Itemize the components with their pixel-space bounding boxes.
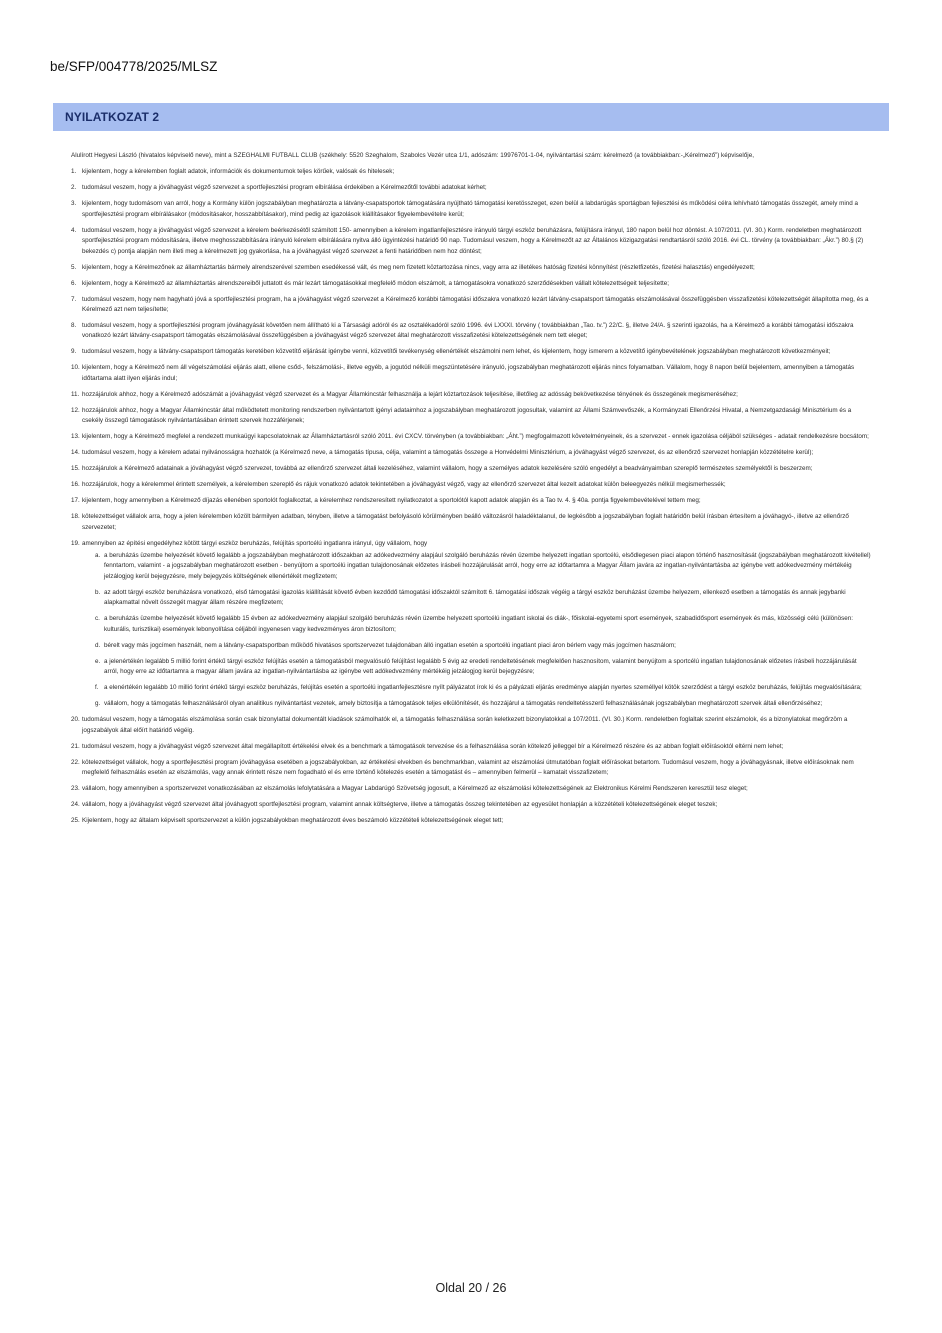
section-title: NYILATKOZAT 2: [65, 110, 160, 124]
sub-list-item: [82, 699, 871, 709]
list-item: [71, 715, 871, 736]
item-text: tudomásul veszem, hogy nem hagyható jóvá a sportfejlesztési program, ha a jóváhagyást végző szervezet a Kérelmező korábbi támogatási időszakra vonatkozó lezárt látvány-csapatsport támogatás elszámolásával összefüggésben visszafizetési kötelezettségét állapította meg, és a Kérelmező azt nem teljesítette;: [82, 295, 869, 314]
sub-item-text: a beruházás üzembe helyezését követő legalább 15 évben az adókedvezmény alapjául szolgáló beruházás révén üzembe helyezett sportcélú ingatlant iskolai és diák-, főiskolai-egyetemi sport események, szabadidősport események és más, közösségi célú (különösen: kulturális, turisztikai) események lebonyolítása céljából ingyenesen vagy kedvezményes áron biztosítom;: [104, 615, 854, 633]
item-number: 8.: [71, 322, 77, 330]
item-text: hozzájárulok a Kérelmező adatainak a jóváhagyást végző szervezet, továbbá az ellenőrző szervezet általi kezeléséhez, valamint vállalom, hogy a személyes adatok kezelésére szóló engedélyt a beadványaimban szereplő természetes személyektől is beszerzem;: [82, 465, 813, 473]
item-text: kötelezettséget vállalok arra, hogy a jelen kérelemben közölt bármilyen adatban, tényben, illetve a támogatást befolyásoló körülményben beálló változásról haladéktalanul, de legkésőbb a jogszabályban foglalt határidőn belül írásban értesítem a jóváhagyó-, illetve az ellenőrző szervezetet;: [82, 513, 849, 531]
item-text: kijelentem, hogy tudomásom van arról, hogy a Kormány külön jogszabályban meghatározta a látvány-csapatsportok támogatására nyújtható támogatási keretösszeget, ezen belül a labdarúgás sportágban fejlesztési és működési célra lehívható támogatás összegét, amely mind a sportfejlesztési program elbírálásakor (módosításakor, hosszabbításakor), mind pedig az igazolások kiállításakor figyelembevételre kerül;: [82, 200, 859, 218]
item-number: 20.: [71, 716, 80, 724]
sub-list-item: [82, 551, 871, 582]
item-number: 17.: [71, 497, 80, 505]
list-item: [71, 390, 871, 400]
item-text: kijelentem, hogy a kérelemben foglalt adatok, információk és dokumentumok teljes körűek, valósak és hitelesek;: [82, 168, 395, 176]
sub-item-letter: g.: [95, 700, 101, 708]
item-text: tudomásul veszem, hogy a jóváhagyást végző szervezet a sportfejlesztési program elbírálása érdekében a Kérelmezőtől további adatokat kérhet;: [82, 184, 487, 192]
item-text: tudomásul veszem, hogy a jóváhagyást végző szervezet által megállapított értékelési elvek és a benchmark a támogatások tervezése és a felhasználása során kötelező jelleggel bír a Kérelmező részére és az abban foglalt előírásoktól eltérni nem lehet;: [82, 742, 784, 750]
item-text: tudomásul veszem, hogy a kérelem adatai nyilvánosságra hozhatók (a Kérelmező neve, a támogatás típusa, célja, valamint a támogatás összege a Honvédelmi Minisztérium, a jóváhagyást végző szervezet, és az ellenőrző szervezet honlapján közzétételre kerül);: [82, 449, 814, 457]
sub-item-letter: f.: [95, 684, 99, 692]
item-number: 15.: [71, 465, 80, 473]
item-text: hozzájárulok ahhoz, hogy a Kérelmező adószámát a jóváhagyást végző szervezet és a Magyar Államkincstár felhasználja a lejárt köztartozások teljesítése, illetőleg az adósság bekövetkezése tényének és összegének megismeréséhez;: [82, 390, 738, 398]
list-item: [71, 167, 871, 177]
list-item: [71, 480, 871, 490]
list-item: [71, 784, 871, 794]
item-number: 16.: [71, 481, 80, 489]
sub-item-letter: b.: [95, 588, 101, 596]
item-number: 11.: [71, 390, 80, 398]
item-number: 21.: [71, 742, 80, 750]
document-id: be/SFP/004778/2025/MLSZ: [50, 59, 218, 74]
list-item: [71, 432, 871, 442]
list-item: [71, 321, 871, 342]
sub-item-letter: a.: [95, 552, 101, 560]
item-text: vállalom, hogy amennyiben a sportszervezet vonatkozásában az elszámolás lefolytatására a Magyar Labdarúgó Szövetség jogosult, a Kérelmező az elszámolási kötelezettségének az Elektronikus Kérelmi Rendszeren keresztül tesz eleget;: [82, 784, 748, 792]
sub-item-text: a elenértékén legalább 10 millió forint értékű tárgyi eszköz beruházás, felújítás esetén a sportcélú ingatlanfejlesztésre nyílt pályázatot írok ki és a pályázati eljárás eredménye alapján nyertes személlyel kötök szerződést a tárgyi eszköz beruházás, felújítás megvalósítására;: [104, 684, 862, 692]
list-item: [71, 496, 871, 506]
item-text: tudomásul veszem, hogy a sportfejlesztési program jóváhagyását követően nem állítható ki a Társasági adóról és az osztalékadóról szóló 1996. évi LXXXI. törvény ( továbbiakban „Tao. tv.”) 22/C. §, illetve 24/A. § szerinti igazolás, ha a Kérelmező a korábbi támogatási időszakra vonatkozó lezárt látvány-csapatsport támogatás elszámolásával összefüggésben a jóváhagyást végző szervezet által meghatározott visszafizetési kötelezettségének nem tett eleget;: [82, 322, 854, 340]
page-number: Oldal 20 / 26: [435, 1281, 507, 1295]
list-item: [71, 347, 871, 357]
item-number: 3.: [71, 200, 77, 208]
item-text: tudomásul veszem, hogy a támogatás elszámolása során csak bizonylattal dokumentált kiadások számolhatók el, a támogatás felhasználása során keletkezett bizonylatokkal a 107/2011. (VI. 30.) Korm. rendeletben foglaltak szerint elszámolok, és a bizonylatokat megőrzöm a jogszabályok által előírt határidő végéig.: [82, 716, 848, 734]
list-item: [71, 279, 871, 289]
sub-item-text: a jelenértékén legalább 5 millió forint értékű tárgyi eszköz felújítás esetén a támogatásból megvalósuló felújítást legalább 5 évig az eredeti rendeltetésének megfelelően hasznosítom, valamint benyújtom a sportcélú ingatlan tulajdonosának előzetes írásbeli hozzájárulását arról, hogy erre az időtartamra a magyar állam javára az ingatlan-nyilvántartásba az igénybe vett adókedvezmény mértékéig jelzálogjog kerül bejegyzésre;: [104, 657, 857, 676]
list-item: [71, 226, 871, 257]
intro-paragraph: Alulírott Hegyesi László (hivatalos képviselő neve), mint a SZEGHALMI FUTBALL CLUB (székhely: 5520 Szeghalom, Szabolcs Vezér utca 1/1, adószám: 19976701-1-04, nyilvántartási szám: kérelmező (a továbbiakban:-„Kérelmező”) képviselője,: [71, 152, 754, 159]
item-number: 12.: [71, 406, 80, 414]
list-item: [71, 295, 871, 316]
item-text: hozzájárulok ahhoz, hogy a Magyar Államkincstár által működtetett monitoring rendszerben nyilvántartott igényi adataimhoz a jogszabályban meghatározott jogosultak, valamint az Állami Számvevőszék, a Kormányzati Ellenőrzési Hivatal, a Nemzetgazdasági Minisztérium és a csekély összegű támogatások nyilvántartásában érintett szervek hozzáférjenek;: [82, 406, 852, 425]
list-item: [71, 539, 871, 710]
item-text: tudomásul veszem, hogy a látvány-csapatsport támogatás keretében közvetítő eljárását igénybe venni, közvetítői tevékenység ellenértékét elszámolni nem lehet, és kijelentem, hogy ismerem a közvetítő igénybevételének jogszabályban meghatározott következményeit;: [82, 348, 831, 356]
section-header: [53, 103, 889, 131]
list-item: [71, 816, 871, 826]
item-number: 22.: [71, 758, 80, 766]
list-item: [71, 742, 871, 752]
item-number: 10.: [71, 364, 80, 372]
item-number: 2.: [71, 184, 77, 192]
sub-list: [82, 551, 871, 709]
sub-list-item: [82, 588, 871, 609]
item-text: amennyiben az építési engedélyhez kötött tárgyi eszköz beruházás, felújítás sportcélú ingatlanra irányul, úgy vállalom, hogy: [82, 539, 428, 547]
item-number: 18.: [71, 513, 80, 521]
list-item: [71, 800, 871, 810]
item-number: 7.: [71, 295, 77, 303]
item-text: kijelentem, hogy a Kérelmező az államháztartás alrendszereiből juttatott és már lezárt támogatásokkal megfelelő módon elszámolt, a támogatásokra vonatkozó szerződésekben vállalt kötelezettségeit teljesítette;: [82, 279, 669, 287]
item-text: kijelentem, hogy amennyiben a Kérelmező díjazás ellenében sportolót foglalkoztat, a kérelemhez rendszeresített nyilatkozatot a sportolótól kapott adatok alapján és a Tao tv. 4. § 40a. pontja figyelembevételével tettem meg;: [82, 497, 701, 505]
list-item: [71, 199, 871, 220]
item-number: 1.: [71, 168, 77, 176]
sub-list-item: [82, 683, 871, 693]
item-text: hozzájárulok, hogy a kérelemmel érintett személyek, a kérelemben szereplő és rájuk vonatkozó adatok tekintetében a jóváhagyást végző, vagy az ellenőrző szervezet által kezelt adatokat külön beleegyezés nélkül megismerhessék;: [82, 481, 726, 489]
list-item: [71, 406, 871, 427]
item-text: kijelentem, hogy a Kérelmezőnek az államháztartás bármely alrendszerével szemben esedékessé vált, és meg nem fizetett köztartozása nincs, vagy arra az illetékes hatóság fizetési könnyítést (részletfizetés, fizetési halasztás) engedélyezett;: [82, 263, 755, 271]
sub-list-item: [82, 641, 871, 651]
item-text: kijelentem, hogy a Kérelmező megfelel a rendezett munkaügyi kapcsolatoknak az Államháztartásról szóló 2011. évi CXCV. törvényben (a továbbiakban: „Áht.”) megfogalmazott követelményeinek, és a szervezet - ennek igazolása céljából szükséges - adatait rendelkezésre bocsátom;: [82, 433, 869, 441]
list-item: [71, 448, 871, 458]
item-text: vállalom, hogy a jóváhagyást végző szervezet által jóváhagyott sportfejlesztési program, valamint annak költségterve, illetve a támogatás összeg tekintetében az egyesület honlapján a közzétételi kötelezettségének eleget teszek;: [82, 800, 718, 808]
item-number: 14.: [71, 449, 80, 457]
sub-item-text: a beruházás üzembe helyezését követő legalább a jogszabályban meghatározott időszakban az adókedvezmény alapjául szolgáló beruházás révén üzembe helyezett ingatlan sportcélú, elsődlegesen piaci alapon történő hasznosítását (jogszabályban meghatározott kivétellel) fenntartom, valamint - a jogszabályban meghatározott esetben - benyújtom a sportcélú ingatlan tulajdonosának előzetes írásbeli hozzájárulását arról, hogy erre az időtartamra a Magyar Állam javára az ingatlan-nyilvántartásba az igénybe vett adókedvezmény mértékéig jelzálogjog kerül bejegyzésre, mely bejegyzés költségének ellenértékét megfizetem;: [104, 552, 871, 580]
item-number: 19.: [71, 539, 80, 547]
item-number: 5.: [71, 263, 77, 271]
sub-item-letter: d.: [95, 641, 101, 649]
sub-item-letter: e.: [95, 657, 101, 665]
item-text: tudomásul veszem, hogy a jóváhagyást végző szervezet a kérelem beérkezésétől számított 150- amennyiben a kérelem ingatlanfejlesztésre irányuló tárgyi eszköz beruházásra, felújításra irányul, 180 napon belül hoz döntést. A 107/2011. (VI. 30.) Korm. rendeletben meghatározott sportfejlesztési program módosítására, illetve meghosszabbítására irányuló kérelem elbírálására nyitva álló ügyintézési határidő 90 nap. Tudomásul veszem, hogy a Kérelmezőt az az Általános közigazgatási rendtartásról szóló 2016. évi CL. törvény (a továbbiakban: „Ákr.”) 80.§ (2) bekezdés c) pontja alapján nem illeti meg a kérelmezett jog gyakorlása, ha a jóváhagyást végző szervezet a fenti határidőben nem hoz döntést;: [82, 226, 864, 255]
list-item: [71, 363, 871, 384]
sub-item-letter: c.: [95, 615, 100, 623]
item-text: Kijelentem, hogy az általam képviselt sportszervezet a külön jogszabályokban meghatározott éves beszámoló közzétételi kötelezettségének eleget tett;: [82, 816, 504, 824]
sub-item-text: vállalom, hogy a támogatás felhasználásáról olyan analitikus nyilvántartást vezetek, amely biztosítja a támogatások teljes elkülönítését, és hozzájárul a támogatás rendeltetésszerű felhasználásának jogszabályban meghatározott szervek általi ellenőrzéséhez;: [104, 700, 823, 708]
sub-item-text: az adott tárgyi eszköz beruházásra vonatkozó, első támogatási igazolás kiállítását követő évben kezdődő támogatási időszaktól számított 6. támogatási időszak végéig a tárgyi eszköz beruházást üzembe helyezem, ellenkező esetben a támogatás és annak jegybanki alapkamattal növelt összegét magyar állam részére megfizetem;: [104, 588, 846, 607]
list-item: [71, 512, 871, 533]
item-number: 25.: [71, 816, 80, 824]
list-item: [71, 464, 871, 474]
declaration-body: [71, 151, 871, 832]
item-number: 24.: [71, 800, 80, 808]
list-item: [71, 263, 871, 273]
sub-item-text: bérelt vagy más jogcímen használt, nem a látvány-csapatsportban működő hivatásos sportszervezet tulajdonában álló ingatlan esetén a sportcélú ingatlant piaci áron bérlem vagy más jogcímen használom;: [104, 641, 676, 649]
item-number: 13.: [71, 433, 80, 441]
sub-list-item: [82, 657, 871, 678]
item-text: kijelentem, hogy a Kérelmező nem áll végelszámolási eljárás alatt, ellene csőd-, felszámolási-, illetve egyéb, a jogutód nélküli megszüntetésére irányuló, jogszabályban meghatározott eljárás nincs folyamatban. Vállalom, hogy 8 napon belül bejelentem, amennyiben a támogatás időtartama alatt ilyen eljárás indul;: [82, 364, 855, 382]
list-item: [71, 758, 871, 779]
item-number: 9.: [71, 348, 77, 356]
item-text: kötelezettséget vállalok, hogy a sportfejlesztési program jóváhagyása esetében a jogszabályokban, az értékelési elvekben és benchmarkban, valamint az elszámolási útmutatóban foglalt előírásokat betartom. Tudomásul veszem, hogy a jóváhagyásnak, illetve előírásoknak nem megfelelő felhasználás esetén az elszámolás, vagy annak érintett része nem fogadható el és erre történő kötelezés esetén a támogatást és – amennyiben felmerül – kamatait visszafizetem;: [82, 758, 854, 776]
list-item: [71, 183, 871, 193]
item-number: 6.: [71, 279, 77, 287]
item-number: 23.: [71, 784, 80, 792]
declaration-list: [71, 167, 871, 826]
item-number: 4.: [71, 226, 77, 234]
sub-list-item: [82, 614, 871, 635]
